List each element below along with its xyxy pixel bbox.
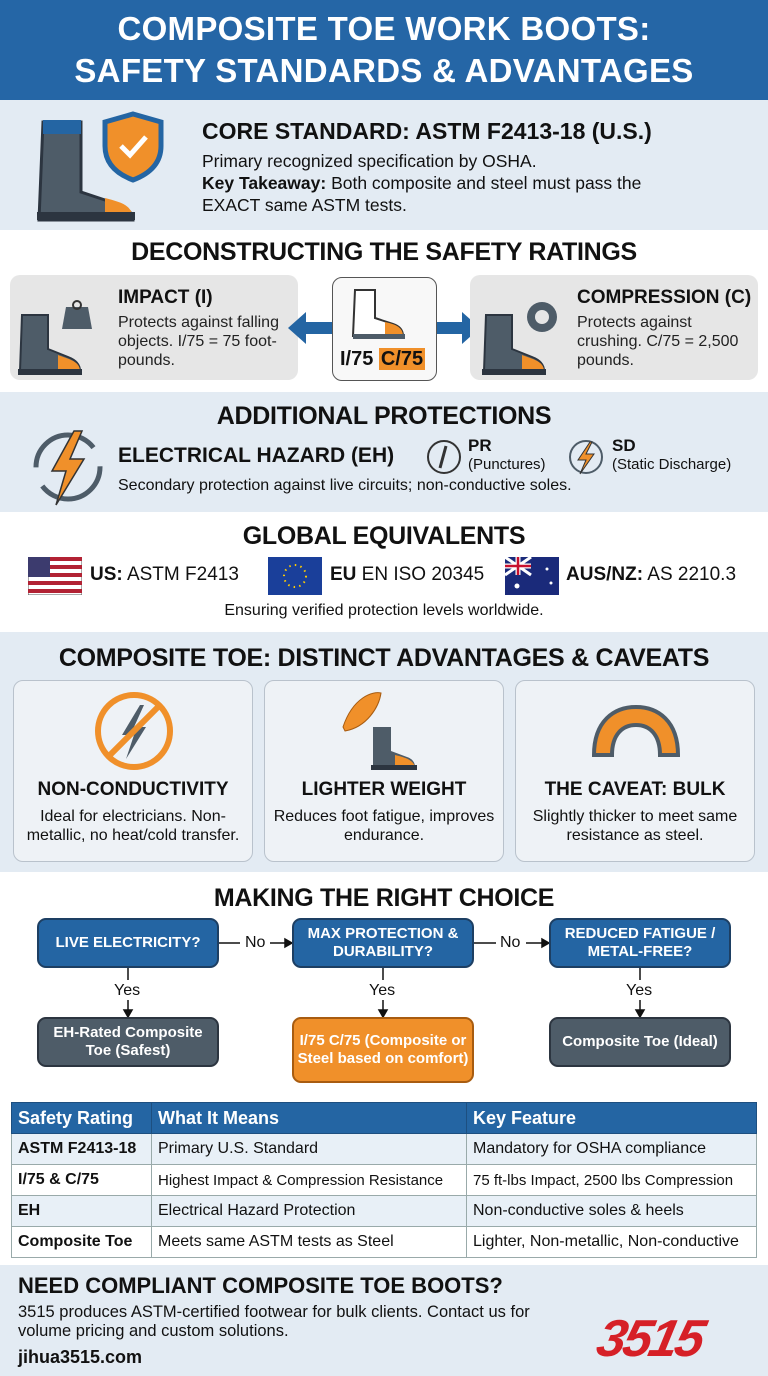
eu-standard (330, 564, 484, 586)
compression-title: COMPRESSION (C) (577, 287, 752, 308)
compression-boot-icon (482, 297, 577, 377)
sd-sublabel: (Static Discharge) (612, 456, 732, 473)
website-link[interactable]: jihua3515.com (18, 1347, 143, 1367)
choice-title: MAKING THE RIGHT CHOICE (213, 884, 555, 912)
header-banner (0, 0, 768, 100)
compression-rating: C/75 (380, 348, 424, 370)
result-i75-c75: I/75 C/75 (Composite or Steel based on comfort) (292, 1017, 474, 1083)
puncture-icon (426, 438, 462, 476)
additional-title: ADDITIONAL PROTECTIONS (216, 402, 552, 430)
table-cell: Electrical Hazard Protection (152, 1196, 467, 1227)
yes-label: Yes (114, 982, 141, 999)
global-equivalents-section (0, 512, 768, 632)
safety-rating-table (11, 1102, 757, 1258)
column-header: Key Feature (467, 1103, 757, 1134)
global-title: GLOBAL EQUIVALENTS (242, 522, 526, 550)
boot-outline-icon (349, 286, 419, 341)
no-label: No (500, 934, 521, 951)
table-cell: Primary U.S. Standard (152, 1134, 467, 1165)
eh-title: ELECTRICAL HAZARD (EH) (118, 444, 395, 467)
table-cell: Mandatory for OSHA compliance (467, 1134, 757, 1165)
card-text: Ideal for electricians. Non-metallic, no heat/cold transfer. (26, 808, 240, 844)
advantage-card-lighter-weight (264, 680, 504, 862)
card-text: Slightly thicker to meet same resistance as steel. (532, 808, 738, 844)
additional-protections-section (0, 392, 768, 512)
column-header: Safety Rating (12, 1103, 152, 1134)
core-standard-section (0, 100, 768, 230)
rating-center-card (332, 277, 437, 381)
advantages-section (0, 632, 768, 872)
us-value: ASTM F2413 (122, 564, 239, 585)
table-header-row (12, 1103, 757, 1134)
result-composite-toe: Composite Toe (Ideal) (549, 1017, 731, 1067)
no-label: No (245, 934, 266, 951)
decision-flowchart-section (0, 872, 768, 1095)
yes-label: Yes (626, 982, 653, 999)
aus-value: AS 2210.3 (643, 564, 737, 585)
card-text: Reduces foot fatigue, improves endurance. (273, 808, 495, 844)
cta-title: NEED COMPLIANT COMPOSITE TOE BOOTS? (18, 1273, 503, 1298)
aus-label: AUS/NZ: (566, 564, 644, 585)
card-title: NON-CONDUCTIVITY (37, 779, 229, 800)
table-cell: Lighter, Non-metallic, Non-conductive (467, 1227, 757, 1258)
core-takeaway (202, 172, 682, 216)
table-cell: Non-conductive soles & heels (467, 1196, 757, 1227)
table-cell: Highest Impact & Compression Resistance (152, 1165, 467, 1196)
card-title: LIGHTER WEIGHT (301, 779, 467, 800)
table-row (12, 1227, 757, 1258)
boot-shield-icon (35, 110, 170, 222)
eu-value: EN ISO 20345 (356, 564, 485, 585)
table-cell: Meets same ASTM tests as Steel (152, 1227, 467, 1258)
core-title: CORE STANDARD: ASTM F2413-18 (U.S.) (202, 118, 652, 144)
takeaway-text: Both composite and steel must pass the EXACT same ASTM tests. (202, 173, 642, 215)
australia-flag-icon (505, 557, 559, 595)
advantages-title: COMPOSITE TOE: DISTINCT ADVANTAGES & CAVEATS (58, 644, 710, 672)
footer-cta (0, 1265, 768, 1376)
core-description (202, 150, 682, 216)
eu-flag-icon (268, 557, 322, 595)
ratings-title: DECONSTRUCTING THE SAFETY RATINGS (131, 238, 637, 266)
core-line: Primary recognized specification by OSHA. (202, 151, 537, 171)
falling-weight-boot-icon (18, 297, 113, 377)
table-cell: ASTM F2413-18 (12, 1134, 152, 1165)
us-flag-icon (28, 557, 82, 595)
table-row (12, 1134, 757, 1165)
lightning-icon (30, 427, 106, 507)
impact-rating: I/75 (340, 348, 374, 370)
cta-text: 3515 produces ASTM-certified footwear for bulk clients. Contact us for volume pricing and custom solutions. (18, 1303, 530, 1340)
yes-label: Yes (369, 982, 396, 999)
us-standard (90, 564, 239, 586)
brand-logo: 3515 (591, 1310, 708, 1368)
title-line-2: SAFETY STANDARDS & ADVANTAGES (74, 52, 694, 89)
compression-card (470, 275, 758, 380)
impact-title: IMPACT (I) (118, 287, 213, 308)
question-max-protection: MAX PROTECTION & DURABILITY? (292, 918, 474, 968)
static-discharge-icon (568, 438, 604, 476)
table-cell: I/75 & C/75 (12, 1165, 152, 1196)
impact-card (10, 275, 298, 380)
table-row (12, 1196, 757, 1227)
feather-boot-icon (333, 687, 433, 777)
no-electricity-icon (92, 689, 176, 773)
question-live-electricity: LIVE ELECTRICITY? (37, 918, 219, 968)
table-cell: Composite Toe (12, 1227, 152, 1258)
ratings-section (0, 230, 768, 392)
table-cell: 75 ft-lbs Impact, 2500 lbs Compression (467, 1165, 757, 1196)
question-reduced-fatigue: REDUCED FATIGUE / METAL-FREE? (549, 918, 731, 968)
table-cell: EH (12, 1196, 152, 1227)
card-title: THE CAVEAT: BULK (544, 779, 726, 800)
pr-label: PR (468, 436, 492, 455)
eh-description: Secondary protection against live circuits; non-conductive soles. (118, 477, 572, 494)
rating-center-label (340, 348, 425, 371)
advantage-card-non-conductivity (13, 680, 253, 862)
result-eh-composite: EH-Rated Composite Toe (Safest) (37, 1017, 219, 1067)
eu-label: EU (330, 564, 357, 585)
compression-text: Protects against crushing. C/75 = 2,500 pounds. (577, 314, 739, 369)
advantage-card-caveat-bulk (515, 680, 755, 862)
title-line-1: COMPOSITE TOE WORK BOOTS: (117, 10, 651, 47)
toe-cap-icon (586, 701, 686, 761)
table-row (12, 1165, 757, 1196)
us-label: US: (90, 564, 123, 585)
column-header: What It Means (152, 1103, 467, 1134)
takeaway-label: Key Takeaway: (202, 173, 327, 193)
sd-label: SD (612, 436, 636, 455)
aus-standard (566, 564, 736, 586)
pr-sublabel: (Punctures) (468, 456, 546, 473)
impact-text: Protects against falling objects. I/75 = 75 foot-pounds. (118, 314, 279, 369)
global-note: Ensuring verified protection levels worldwide. (224, 602, 544, 619)
